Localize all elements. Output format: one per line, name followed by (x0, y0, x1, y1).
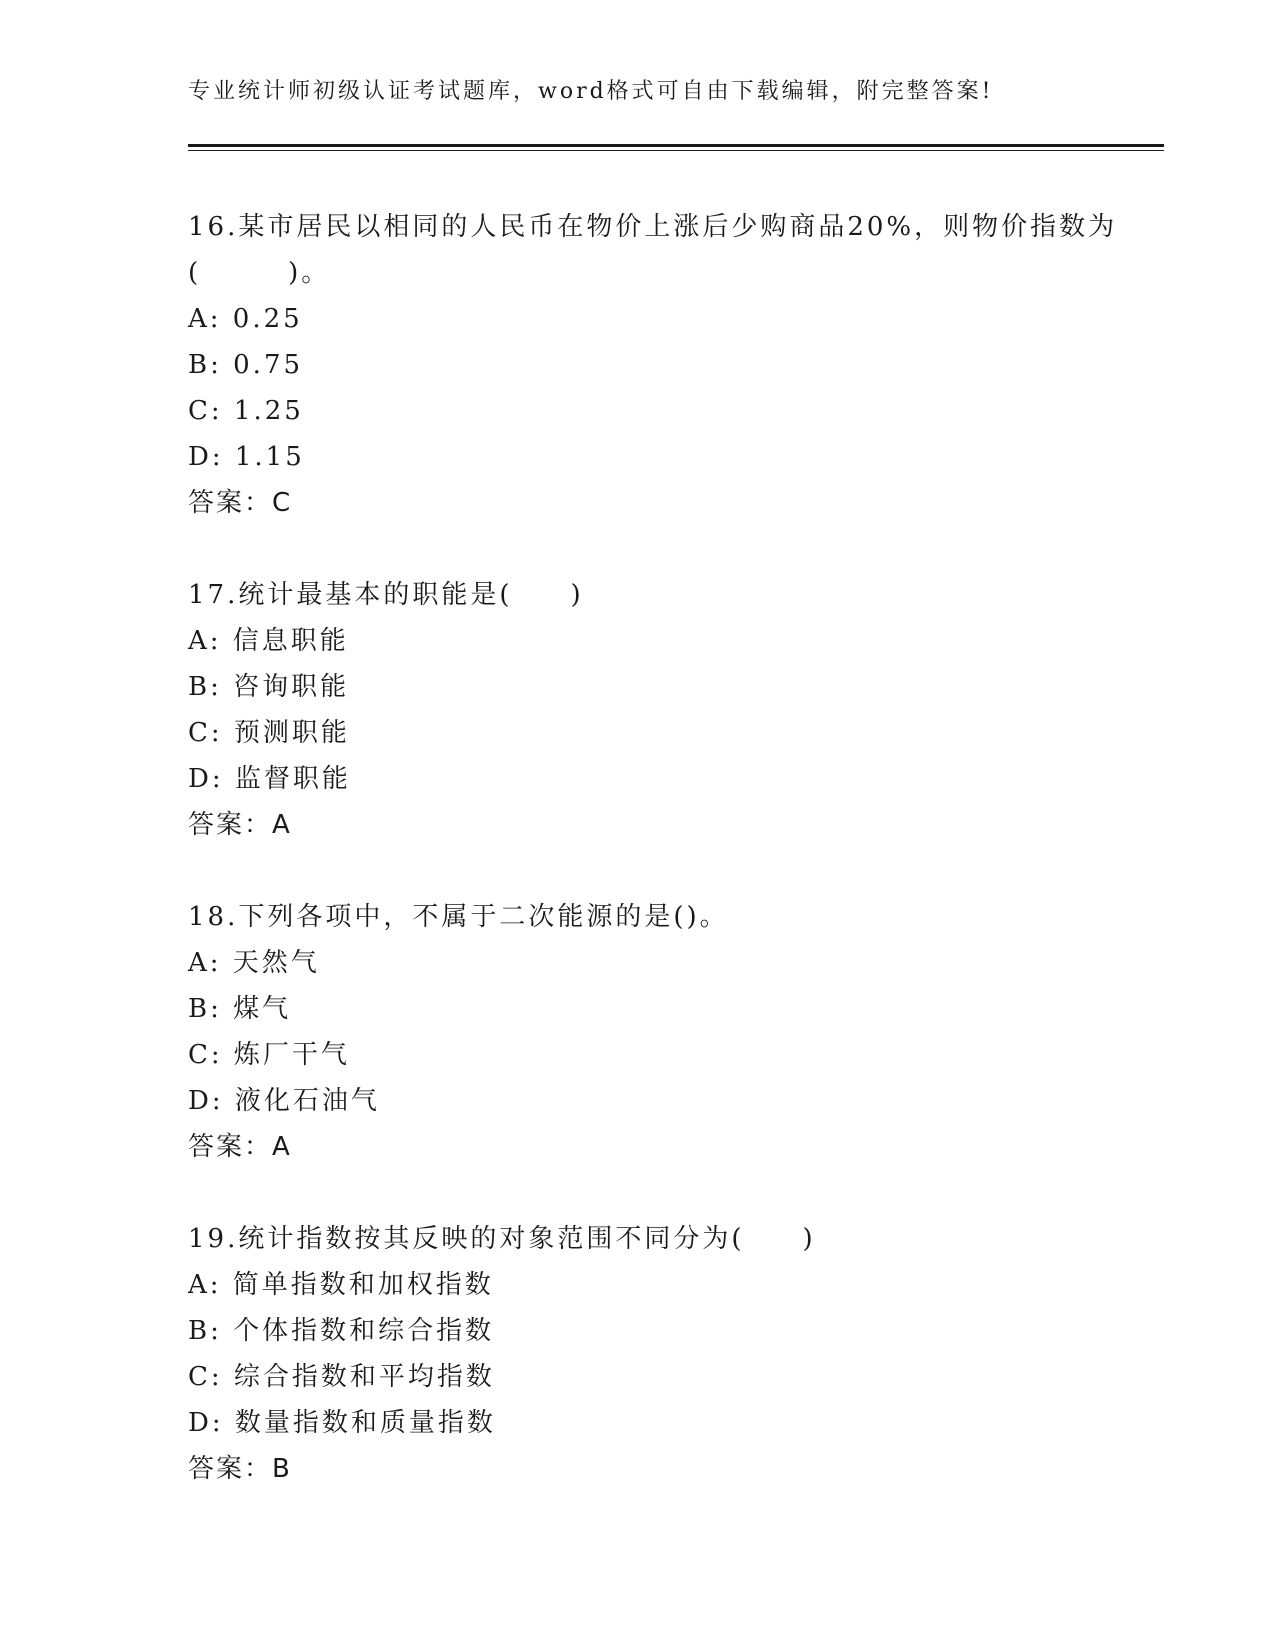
option-a: A: 信息职能 (188, 626, 349, 656)
option-d: D: 数量指数和质量指数 (188, 1408, 496, 1438)
answer: 答案：B (188, 1454, 292, 1484)
question-stem: 18.下列各项中，不属于二次能源的是()。 (188, 902, 729, 932)
page-header: 专业统计师初级认证考试题库，word格式可自由下载编辑，附完整答案! (188, 79, 994, 104)
question-list (188, 204, 1128, 1538)
option-d: D: 监督职能 (188, 764, 351, 794)
option-a: A: 天然气 (188, 948, 320, 978)
option-b: B: 0.75 (188, 350, 304, 380)
answer: 答案：C (188, 488, 293, 518)
question-17 (188, 572, 1128, 848)
question-19 (188, 1216, 1128, 1492)
option-d: D: 液化石油气 (188, 1086, 380, 1116)
header-divider-thin (188, 150, 1164, 151)
question-stem: 19.统计指数按其反映的对象范围不同分为( ) (188, 1224, 816, 1254)
option-b: B: 个体指数和综合指数 (188, 1316, 495, 1346)
option-c: C: 1.25 (188, 396, 304, 426)
answer: 答案：A (188, 810, 292, 840)
question-stem: 17.统计最基本的职能是( ) (188, 580, 584, 610)
option-a: A: 简单指数和加权指数 (188, 1270, 494, 1300)
option-c: C: 预测职能 (188, 718, 350, 748)
option-b: B: 煤气 (188, 994, 292, 1024)
answer: 答案：A (188, 1132, 292, 1162)
question-16 (188, 204, 1128, 526)
option-c: C: 炼厂干气 (188, 1040, 350, 1070)
question-18 (188, 894, 1128, 1170)
option-c: C: 综合指数和平均指数 (188, 1362, 495, 1392)
header-divider-thick (188, 144, 1164, 147)
option-a: A: 0.25 (188, 304, 303, 334)
question-stem: 16.某市居民以相同的人民币在物价上涨后少购商品20%，则物价指数为( )。 (188, 212, 1118, 288)
option-b: B: 咨询职能 (188, 672, 350, 702)
option-d: D: 1.15 (188, 442, 305, 472)
